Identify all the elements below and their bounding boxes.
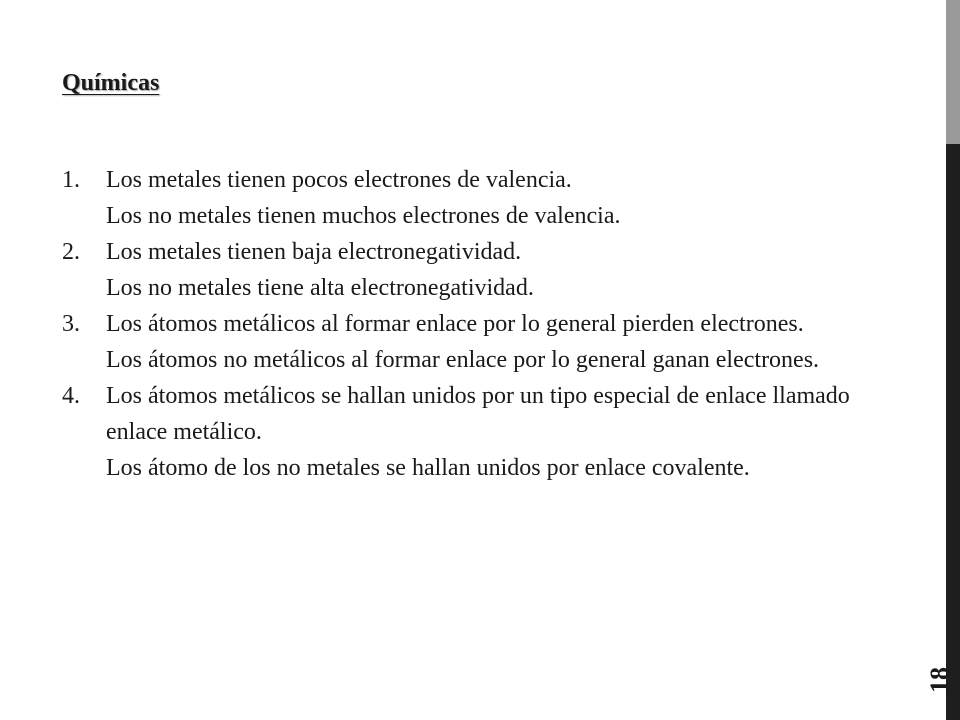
list-item-body [106, 306, 912, 378]
list-item-line: Los metales tienen pocos electrones de valencia. [106, 167, 572, 193]
list-item-line: Los átomos metálicos se hallan unidos por un tipo especial de enlace llamado enlace metálico. [106, 383, 850, 445]
list-item-body [106, 162, 912, 234]
list-item-line: Los átomos no metálicos al formar enlace por lo general ganan electrones. [106, 347, 820, 373]
list-item-body [106, 378, 912, 486]
list-item-line: Los átomos metálicos al formar enlace por lo general pierden electrones. [106, 311, 804, 337]
list-item [62, 378, 912, 486]
list-item [62, 162, 912, 234]
list-item-line: Los metales tienen baja electronegatividad. [106, 239, 522, 265]
decorative-bar-top [946, 0, 960, 144]
list-item-line: Los no metales tiene alta electronegatividad. [106, 275, 534, 301]
page-number: 18 [925, 667, 954, 693]
slide-heading: Químicas [62, 70, 160, 96]
list-item-number: 1. [62, 167, 80, 193]
list-item [62, 234, 912, 306]
list-item-number: 2. [62, 239, 80, 265]
property-list [62, 162, 912, 486]
list-item-number: 3. [62, 311, 80, 337]
decorative-bar-bottom [946, 144, 960, 720]
list-item-line: Los átomo de los no metales se hallan unidos por enlace covalente. [106, 455, 750, 481]
list-item-number: 4. [62, 383, 80, 409]
list-item-line: Los no metales tienen muchos electrones de valencia. [106, 203, 621, 229]
list-item [62, 306, 912, 378]
list-item-body [106, 234, 912, 306]
